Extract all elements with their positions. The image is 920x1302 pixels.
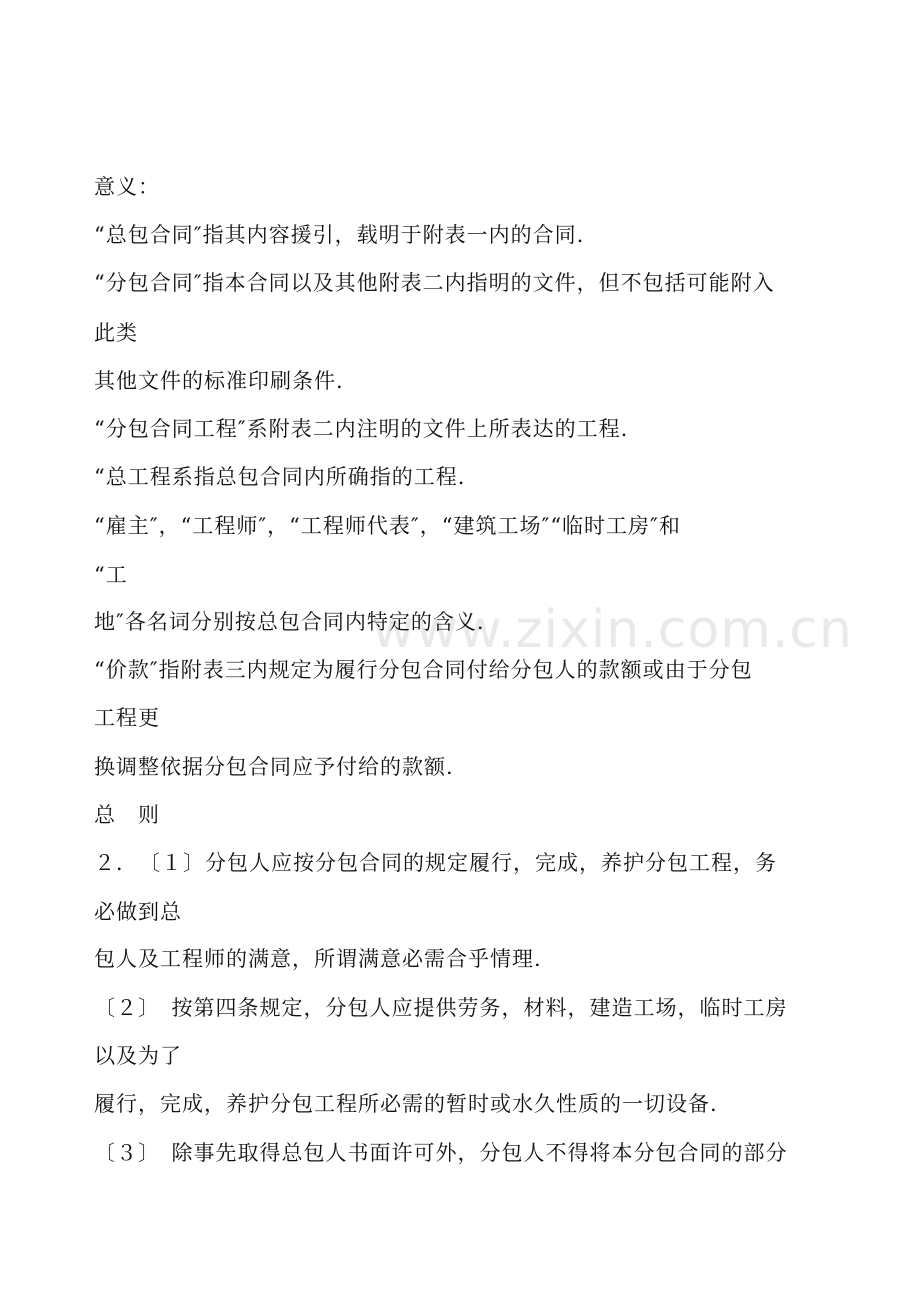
text-line: “总工程系指总包合同内所确指的工程. [94,465,466,489]
text-line: “工 [94,563,128,587]
watermark: www.zixin.com.cn [372,600,853,660]
text-line: 以及为了 [94,1044,182,1068]
text-line: 换调整依据分包合同应予付给的款额. [94,755,454,779]
text-line: 包人及工程师的满意，所谓满意必需合乎情理. [94,947,542,971]
text-line: 地″各名词分别按总包合同内特定的含义. [94,610,485,634]
text-line: 意义： [94,175,160,199]
text-line: “价款″指附表三内规定为履行分包合同付给分包人的款额或由于分包 [94,658,753,682]
text-line: 必做到总 [94,900,182,924]
text-line: 〔３〕 除事先取得总包人书面许可外，分包人不得将本分包合同的部分 [94,1141,788,1165]
text-line: 其他文件的标准印刷条件. [94,369,344,393]
text-line: ２． 〔１〕分包人应按分包合同的规定履行，完成，养护分包工程，务 [94,851,777,875]
text-line: 履行，完成，养护分包工程所必需的暂时或水久性质的一切设备. [94,1092,718,1116]
text-line: “总包合同″指其内容援引，载明于附表一内的合同. [94,223,585,247]
text-line: “雇主″，“工程师″，“工程师代表″，“建筑工场″“临时工房″和 [94,514,681,538]
text-line: “分包合同″指本合同以及其他附表二内指明的文件，但不包括可能附入 [94,271,775,295]
text-line: 工程更 [94,706,160,730]
section-heading: 总 则 [94,803,160,827]
text-line: 此类 [94,321,138,345]
text-line: “分包合同工程″系附表二内注明的文件上所表达的工程. [94,417,629,441]
text-line: 〔２〕 按第四条规定，分包人应提供劳务，材料，建造工场，临时工房 [94,996,788,1020]
